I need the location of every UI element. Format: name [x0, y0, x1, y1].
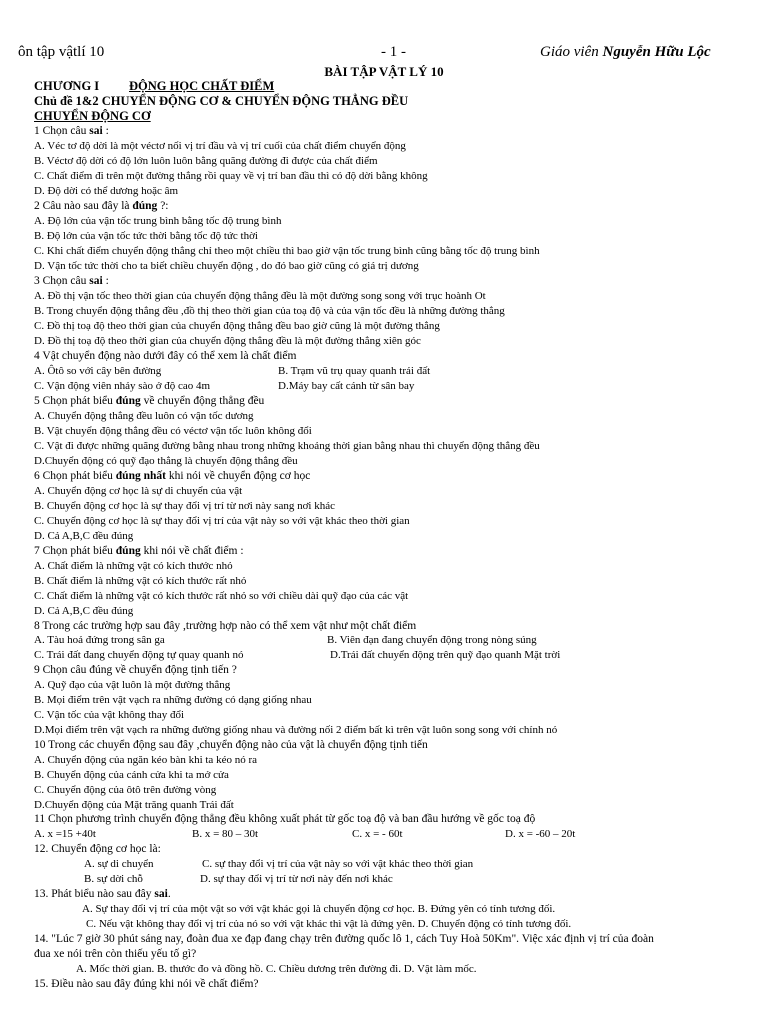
q3-option-c: C. Đồ thị toạ độ theo thời gian của chuyển động thẳng đều bao giờ cũng là một đường thẳng — [34, 320, 440, 332]
q13-text: 13. Phát biểu nào sau đây — [34, 888, 155, 900]
q8-option-a: A. Tàu hoả đứng trong sân ga — [34, 634, 165, 646]
q2-option-a: A. Độ lớn của vận tốc trung bình bằng tốc độ trung bình — [34, 215, 282, 227]
q3-option-b: B. Trong chuyển động thẳng đều ,đồ thị theo thời gian của toạ độ và của vận tốc đều là những đường thẳng — [34, 305, 505, 317]
q13-emphasis: sai — [154, 888, 168, 900]
question-15: 15. Điều nào sau đây đúng khi nói về chất điểm? — [34, 978, 259, 990]
question-14-line-1: 14. "Lúc 7 giờ 30 phút sáng nay, đoàn đua xe đạp đang chạy trên đường quốc lô 1, cách Tuy Hoà 50Km". Việc xác định vị trí của đoàn — [34, 933, 654, 945]
q6-option-c: C. Chuyển động cơ học là sự thay đổi vị trí của vật này so với vật khác theo thời gian — [34, 515, 410, 527]
q8-option-b: B. Viên đạn đang chuyển động trong nòng súng — [327, 634, 537, 646]
q13-options-ab: A. Sự thay đổi vị trí của một vật so với vật khác gọi là chuyển động cơ học. B. Đứng yên có tính tương đối. — [82, 903, 556, 915]
q12-option-c: C. sự thay đổi vị trí của vật này so với vật khác theo thời gian — [202, 858, 474, 870]
q1-option-a: A. Véc tơ độ dời là một véctơ nối vị trí đầu và vị trí cuối của chất điểm chuyển động — [34, 140, 406, 152]
q12-option-a: A. sự di chuyển — [84, 858, 154, 870]
q2-text: 2 Câu nào sau đây là — [34, 200, 133, 212]
q1-emphasis: sai — [89, 125, 103, 137]
question-4: 4 Vật chuyển động nào dưới đây có thể xem là chất điểm — [34, 350, 297, 362]
q5-emphasis: đúng — [115, 395, 141, 407]
teacher-name: Nguyễn Hữu Lộc — [602, 44, 711, 60]
q4-option-c: C. Vận động viên nhảy sào ở độ cao 4m — [34, 380, 211, 392]
q8-option-d: D.Trái đất chuyển động trên quỹ đạo quanh Mặt trời — [330, 649, 561, 661]
q2-option-b: B. Độ lớn của vận tốc tức thời bằng tốc độ tức thời — [34, 230, 258, 242]
question-5 — [34, 394, 264, 408]
q14-options: A. Mốc thời gian. B. thước đo và đồng hồ. C. Chiều dương trên đường đi. D. Vật làm mốc. — [76, 963, 477, 975]
q13-suffix: . — [167, 888, 171, 900]
question-14-line-2: đua xe nói trên còn thiếu yếu tố gì? — [34, 948, 197, 960]
question-3 — [34, 274, 109, 288]
q3-option-d: D. Đồ thị toạ độ theo thời gian của chuyển động thẳng đều là một đường thẳng xiên góc — [34, 335, 421, 347]
q1-option-c: C. Chất điểm đi trên một đường thẳng rồi quay về vị trí ban đầu thì có độ dời bằng không — [34, 170, 428, 182]
q6-option-a: A. Chuyển động cơ học là sự di chuyển của vật — [34, 485, 243, 497]
teacher-label: Giáo viên — [540, 44, 603, 60]
question-6 — [34, 469, 310, 483]
q7-option-a: A. Chất điểm là những vật có kích thước nhỏ — [34, 560, 233, 572]
q7-option-c: C. Chất điểm là những vật có kích thước rất nhỏ so với chiều dài quỹ đạo của các vật — [34, 590, 409, 602]
q7-text: 7 Chọn phát biểu — [34, 545, 116, 557]
question-12: 12. Chuyển động cơ học là: — [34, 843, 161, 855]
q7-emphasis: đúng — [115, 545, 141, 557]
q5-option-b: B. Vật chuyển động thẳng đều có véctơ vận tốc luôn không đổi — [34, 425, 312, 437]
question-7 — [34, 544, 244, 558]
q7-option-b: B. Chất điểm là những vật có kích thước rất nhỏ — [34, 575, 247, 587]
q8-option-c: C. Trái đất đang chuyển động tự quay quanh nó — [34, 649, 244, 661]
q5-option-d: D.Chuyển động có quỹ đạo thẳng là chuyển động thẳng đều — [34, 455, 298, 467]
q2-option-c: C. Khi chất điểm chuyển động thẳng chỉ theo một chiều thì bao giờ vận tốc trung bình cũng bằng tốc độ trung bình — [34, 245, 540, 257]
q10-option-b: B. Chuyển động của cánh cửa khi ta mở cửa — [34, 769, 229, 781]
q1-option-b: B. Véctơ độ dời có độ lớn luôn luôn bằng quãng đường đi được của chất điểm — [34, 155, 378, 167]
q12-option-d: D. sự thay đổi vị trí từ nơi này đến nơi khác — [200, 873, 393, 885]
topic-heading: Chủ đề 1&2 CHUYỂN ĐỘNG CƠ & CHUYỂN ĐỘNG THẲNG ĐỀU — [34, 94, 409, 108]
q11-option-a: A. x =15 +40t — [34, 828, 96, 840]
q10-option-d: D.Chuyển động của Mặt trăng quanh Trái đất — [34, 799, 234, 811]
question-10: 10 Trong các chuyển động sau đây ,chuyển động nào của vật là chuyển động tịnh tiến — [34, 739, 428, 751]
q4-option-b: B. Trạm vũ trụ quay quanh trái đất — [278, 365, 431, 377]
chapter-name: ĐỘNG HỌC CHẤT ĐIỂM — [129, 79, 275, 93]
q6-suffix: khi nói về chuyển động cơ học — [165, 470, 311, 482]
document-title: BÀI TẬP VẬT LÝ 10 — [324, 64, 444, 79]
q2-emphasis: đúng — [132, 200, 158, 212]
q6-emphasis: đúng nhất — [115, 470, 166, 482]
q6-option-b: B. Chuyển động cơ học là sự thay đổi vị trí từ nơi này sang nơi khác — [34, 500, 335, 512]
q3-option-a: A. Đồ thị vận tốc theo thời gian của chuyển động thẳng đều là một đường song song với trục hoành Ot — [34, 290, 486, 302]
q3-suffix: : — [102, 275, 109, 287]
question-11: 11 Chọn phương trình chuyển động thẳng đều không xuất phát từ gốc toạ độ và ban đầu hướng về gốc toạ độ — [34, 813, 536, 825]
q5-text: 5 Chọn phát biểu — [34, 395, 116, 407]
section-heading: CHUYỂN ĐỘNG CƠ — [34, 109, 151, 123]
q1-text: 1 Chọn câu — [34, 125, 90, 137]
q10-option-c: C. Chuyển động của ôtô trên đường vòng — [34, 784, 217, 796]
header-course: ôn tập vậtlí 10 — [18, 44, 105, 60]
q3-text: 3 Chọn câu — [34, 275, 90, 287]
q7-suffix: khi nói về chất điểm : — [140, 545, 244, 557]
q2-option-d: D. Vận tốc tức thời cho ta biết chiều chuyển động , do đó bao giờ cũng có giá trị dương — [34, 260, 419, 272]
q9-option-c: C. Vận tốc của vật không thay đổi — [34, 709, 185, 721]
q6-option-d: D. Cả A,B,C đều đúng — [34, 530, 134, 542]
q4-option-a: A. Ôtô so với cây bên đường — [34, 365, 162, 377]
chapter-heading — [34, 79, 275, 93]
q7-option-d: D. Cả A,B,C đều đúng — [34, 605, 134, 617]
q5-suffix: về chuyển động thẳng đều — [140, 395, 265, 407]
q9-option-a: A. Quỹ đạo của vật luôn là một đường thẳng — [34, 679, 231, 691]
question-13 — [34, 887, 171, 901]
header-teacher — [540, 44, 711, 61]
header-page-number: - 1 - — [381, 44, 406, 60]
q6-text: 6 Chọn phát biểu — [34, 470, 116, 482]
chapter-label: CHƯƠNG I — [34, 79, 100, 93]
q12-option-b: B. sự dời chỗ — [84, 873, 143, 885]
question-1 — [34, 124, 109, 138]
q4-option-d: D.Máy bay cất cánh từ sân bay — [278, 380, 415, 392]
q11-option-d: D. x = -60 – 20t — [505, 828, 576, 840]
q11-option-b: B. x = 80 – 30t — [192, 828, 259, 840]
question-9: 9 Chọn câu đúng về chuyển động tịnh tiến ? — [34, 664, 237, 676]
q1-option-d: D. Độ dời có thể dương hoặc âm — [34, 185, 179, 197]
q11-option-c: C. x = - 60t — [352, 828, 403, 840]
question-2 — [34, 199, 169, 213]
q2-suffix: ?: — [157, 200, 169, 212]
q9-option-b: B. Mọi điểm trên vật vạch ra những đường có dạng giống nhau — [34, 694, 312, 706]
q3-emphasis: sai — [89, 275, 103, 287]
q5-option-a: A. Chuyển động thẳng đều luôn có vận tốc dương — [34, 410, 254, 422]
question-8: 8 Trong các trường hợp sau đây ,trường hợp nào có thể xem vật như một chất điểm — [34, 620, 417, 632]
q10-option-a: A. Chuyển động của ngăn kéo bàn khi ta kéo nó ra — [34, 754, 257, 766]
q9-option-d: D.Mọi điểm trên vật vạch ra những đường giống nhau và đường nối 2 điểm bất kì trên vật luôn song song với chính nó — [34, 724, 558, 736]
q13-options-cd: C. Nếu vật không thay đổi vị trí của nó so với vật khác thì vật là đứng yên. D. Chuyển động có tính tương đối. — [86, 918, 572, 930]
q5-option-c: C. Vật đi được những quãng đường bằng nhau trong những khoảng thời gian bằng nhau thì chuyển động thẳng đều — [34, 440, 540, 452]
q1-suffix: : — [102, 125, 109, 137]
